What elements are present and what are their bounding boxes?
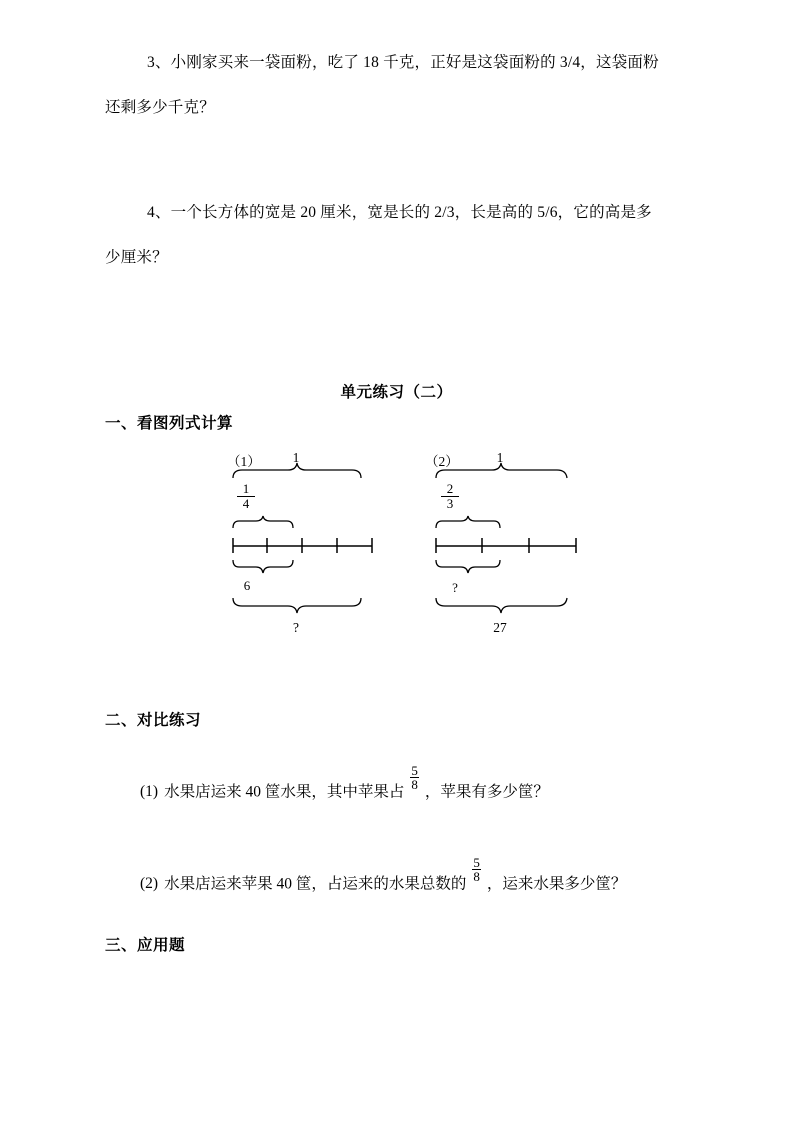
- diagram-2-fraction-brace: [436, 516, 500, 528]
- question-4-number: 4、: [147, 204, 171, 221]
- comparison-item-1-fraction-denominator: 8: [411, 777, 418, 793]
- comparison-item-2-label: (2): [140, 875, 159, 893]
- comparison-item-1-fraction-numerator: 5: [411, 763, 418, 778]
- diagram-2-graphic: [428, 450, 598, 650]
- comparison-item-2-fraction-numerator: 5: [473, 855, 480, 870]
- diagram-1-bottom-brace: [233, 598, 361, 613]
- comparison-item-2-text-before: 水果店运来苹果 40 筐，占运来的水果总数的: [164, 875, 467, 893]
- diagram-1-bottom-label: ?: [293, 620, 299, 635]
- comparison-item-2-fraction-denominator: 8: [473, 869, 480, 885]
- question-3-number: 3、: [147, 54, 171, 71]
- comparison-item-2-text-after: ，运来水果多少筐？: [486, 875, 627, 893]
- comparison-item-2: [140, 855, 760, 893]
- unit-exercise-title: 单元练习（二）: [340, 384, 453, 401]
- diagram-1-mid-label: 6: [243, 578, 251, 593]
- question-3-text-line-1: 小刚家买来一袋面粉，吃了 18 千克，正好是这袋面粉的 3/4，这袋面粉: [170, 54, 659, 71]
- comparison-item-1-text-before: 水果店运来 40 筐水果，其中苹果占: [164, 783, 405, 801]
- section-heading-three: 三、应用题: [105, 937, 186, 954]
- question-4-text-line-1: 一个长方体的宽是 20 厘米，宽是长的 2/3，长是高的 5/6，它的高是多: [170, 204, 652, 221]
- diagram-1-fraction-numerator: 1: [242, 481, 250, 496]
- diagram-1-top-label: 1: [292, 450, 300, 465]
- diagram-2-bottom-label: 27: [493, 620, 507, 635]
- diagram-2-bottom-brace: [436, 598, 567, 613]
- section-heading-two: 二、对比练习: [105, 712, 202, 729]
- diagram-1-tag: （1）: [227, 454, 261, 469]
- diagram-1-mid-brace: [233, 560, 293, 573]
- comparison-item-1-text-after: ，苹果有多少筐？: [424, 783, 549, 801]
- comparison-item-1-fraction: [409, 764, 420, 792]
- question-3-line-1: [105, 40, 705, 85]
- comparison-item-1: [140, 763, 760, 801]
- diagram-2-top-brace: [436, 463, 567, 478]
- diagram-2-top-label: 1: [496, 450, 504, 465]
- comparison-item-2-fraction: [471, 856, 482, 884]
- diagram-2: [425, 450, 598, 650]
- diagram-2-fraction-denominator: 3: [446, 495, 454, 511]
- question-3: [105, 40, 705, 130]
- question-3-line-2: 还剩多少千克？: [105, 99, 215, 116]
- question-4-line-1: [105, 190, 705, 235]
- diagram-1-fraction-denominator: 4: [242, 495, 250, 511]
- diagram-2-mid-label: ?: [452, 580, 458, 595]
- diagram-1-fraction-brace: [233, 516, 293, 528]
- diagram-1-graphic: [228, 450, 398, 650]
- diagram-1: [228, 450, 398, 650]
- diagram-2-mid-brace: [436, 560, 500, 573]
- section-heading-one: 一、看图列式计算: [105, 415, 234, 432]
- diagram-2-tag: （2）: [425, 454, 459, 469]
- diagram-1-top-brace: [233, 463, 361, 478]
- diagram-2-fraction-numerator: 2: [446, 481, 454, 496]
- question-4-line-2: 少厘米？: [105, 249, 168, 266]
- question-4: [105, 190, 705, 280]
- comparison-item-1-label: (1): [140, 783, 159, 801]
